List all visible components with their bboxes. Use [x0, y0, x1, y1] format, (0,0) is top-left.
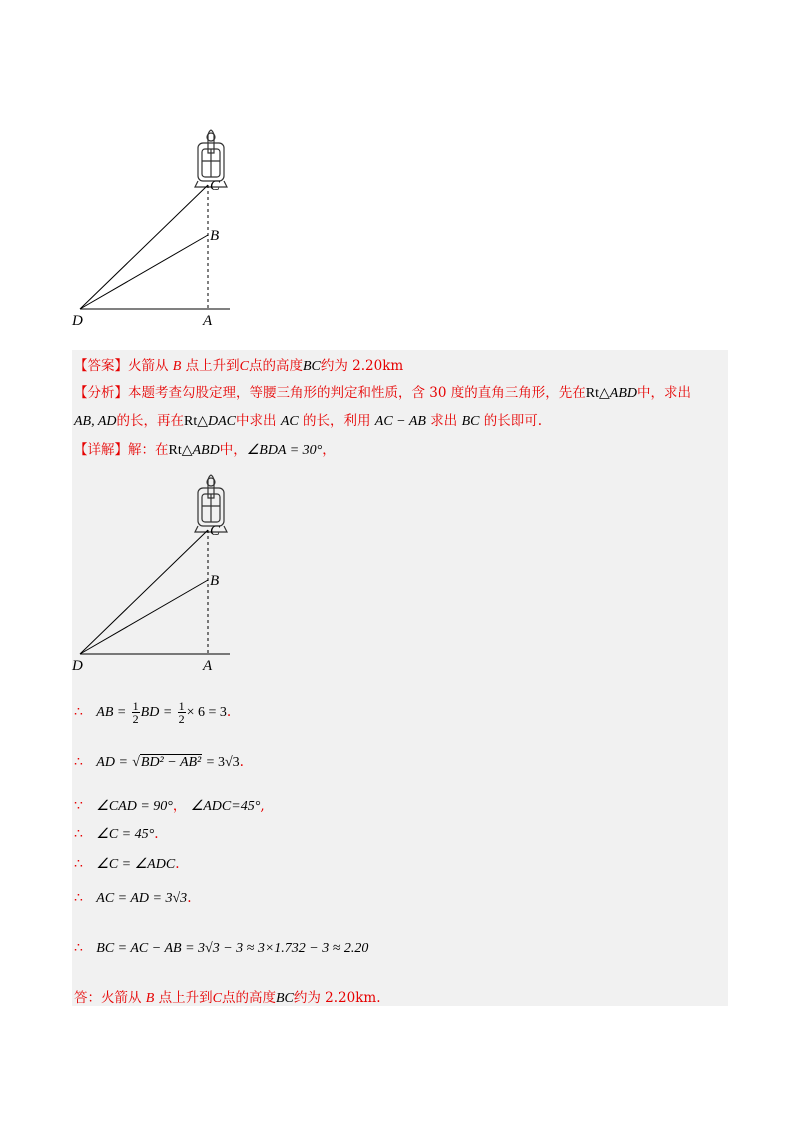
- detail-tag: 【详解】: [74, 442, 128, 458]
- therefore-symbol: ∴: [74, 704, 83, 720]
- answer-value: 约为 2.20km: [320, 358, 404, 374]
- segment-dc: [80, 185, 208, 309]
- analysis-triangle-1: ABD: [609, 386, 637, 401]
- step-2-radicand: BD² − AB²: [140, 755, 202, 770]
- answer-text-3: 点的高度: [249, 358, 303, 374]
- triangle-diagram: [60, 125, 260, 335]
- conclusion-point-b: B: [145, 991, 155, 1006]
- segment-db: [80, 235, 208, 309]
- conclusion-point-c: C: [212, 991, 222, 1006]
- step-1-mid: BD =: [140, 705, 173, 720]
- analysis-segments: AB, AD: [74, 414, 117, 429]
- step-5-dot: .: [175, 856, 180, 872]
- figure-rocket-top: [60, 125, 260, 339]
- detail-text-3: ，: [322, 442, 336, 458]
- therefore-symbol: ∴: [74, 940, 83, 956]
- step-3-angle-adc: ∠ADC=45°: [190, 799, 261, 814]
- step-2-dot: .: [239, 754, 244, 770]
- step-4-dot: .: [154, 826, 159, 842]
- step-3-comma: ，: [172, 798, 187, 814]
- analysis-text-6: 求出: [430, 413, 458, 429]
- step-4-angle-c: ∠C = 45°: [96, 827, 155, 842]
- analysis-expression: AC − AB: [374, 414, 426, 429]
- analysis-seg-ac: AC: [280, 414, 299, 429]
- conclusion-text-2: 点上升到: [158, 990, 213, 1006]
- label-a: A: [203, 313, 213, 329]
- label-c: C: [210, 523, 221, 539]
- analysis-text-2: 中，求出: [636, 385, 691, 401]
- fraction-den: 2: [132, 712, 139, 726]
- conclusion-line: [74, 988, 381, 1009]
- analysis-text-7: 的长即可.: [483, 413, 543, 429]
- step-7: [74, 938, 368, 959]
- detail-text-1: 解：在: [128, 442, 169, 458]
- step-7-bc-value: BC = AC − AB = 3√3 − 3 ≈ 3×1.732 − 3 ≈ 2.20: [96, 941, 369, 956]
- analysis-text-5: 的长，利用: [303, 413, 371, 429]
- step-3: [74, 796, 265, 817]
- step-3-comma-2: ,: [260, 798, 265, 814]
- analysis-rt-1: Rt△: [585, 386, 610, 401]
- analysis-text-3: 的长，再在: [116, 413, 185, 429]
- detail-text-2: 中，: [219, 442, 247, 458]
- fraction-half: [132, 700, 140, 725]
- fraction-half-2: [178, 700, 186, 725]
- analysis-seg-bc: BC: [461, 414, 480, 429]
- fraction-den: 2: [178, 712, 185, 726]
- step-6-dot: .: [187, 890, 192, 906]
- analysis-line-2: [74, 411, 542, 432]
- step-3-angle-cad: ∠CAD = 90°: [96, 799, 173, 814]
- label-d: D: [72, 658, 83, 674]
- step-5-equal-angles: ∠C = ∠ADC: [96, 857, 176, 872]
- therefore-symbol: ∴: [74, 826, 83, 842]
- step-1-dot: .: [226, 704, 232, 720]
- conclusion-text-3: 点的高度: [222, 990, 276, 1006]
- therefore-symbol: ∴: [74, 754, 83, 770]
- detail-angle: ∠BDA = 30°: [246, 443, 323, 458]
- label-b: B: [210, 573, 220, 589]
- analysis-line-1: [74, 383, 691, 404]
- detail-triangle: ABD: [192, 443, 220, 458]
- answer-text-2: 点上升到: [185, 358, 240, 374]
- answer-tag: 【答案】: [74, 358, 128, 374]
- answer-segment: BC: [303, 359, 321, 374]
- analysis-tag: 【分析】: [74, 385, 128, 401]
- conclusion-text-1: 答：火箭从: [74, 990, 142, 1006]
- answer-text: 火箭从: [128, 358, 169, 374]
- triangle-diagram-2: [60, 470, 260, 680]
- label-b: B: [210, 228, 220, 244]
- analysis-text-1: 本题考查勾股定理，等腰三角形的判定和性质，含 30 度的直角三角形，先在: [128, 385, 586, 401]
- label-a: A: [203, 658, 213, 674]
- step-6-ac-ad: AC = AD = 3√3: [96, 891, 188, 906]
- sqrt-sign: √: [132, 755, 140, 770]
- segment-db: [80, 580, 208, 654]
- detail-rt: Rt△: [168, 443, 193, 458]
- analysis-triangle-2: DAC: [208, 414, 237, 429]
- fraction-num: 1: [132, 699, 139, 713]
- label-c: C: [210, 178, 221, 194]
- because-symbol: ∵: [74, 798, 83, 814]
- step-1: [74, 700, 231, 725]
- step-4: [74, 824, 159, 845]
- step-2-rhs: = 3√3: [206, 755, 240, 770]
- analysis-rt-2: Rt△: [184, 414, 209, 429]
- segment-dc: [80, 530, 208, 654]
- answer-point-c: C: [239, 359, 249, 374]
- therefore-symbol: ∴: [74, 856, 83, 872]
- conclusion-value: 约为 2.20km.: [293, 990, 381, 1006]
- step-5: [74, 854, 179, 875]
- conclusion-segment: BC: [276, 991, 294, 1006]
- step-1-lhs: AB =: [96, 705, 127, 720]
- step-2-lhs: AD =: [96, 755, 128, 770]
- therefore-symbol: ∴: [74, 890, 83, 906]
- answer-line: [74, 356, 403, 377]
- step-1-rhs: × 6 = 3: [186, 705, 227, 720]
- detail-line: [74, 440, 336, 461]
- analysis-text-4: 中求出: [236, 413, 277, 429]
- fraction-num: 1: [178, 699, 185, 713]
- step-6: [74, 888, 191, 909]
- figure-rocket-bottom: [60, 470, 260, 684]
- label-d: D: [72, 313, 83, 329]
- step-2: [74, 752, 244, 773]
- answer-point-b: B: [172, 359, 182, 374]
